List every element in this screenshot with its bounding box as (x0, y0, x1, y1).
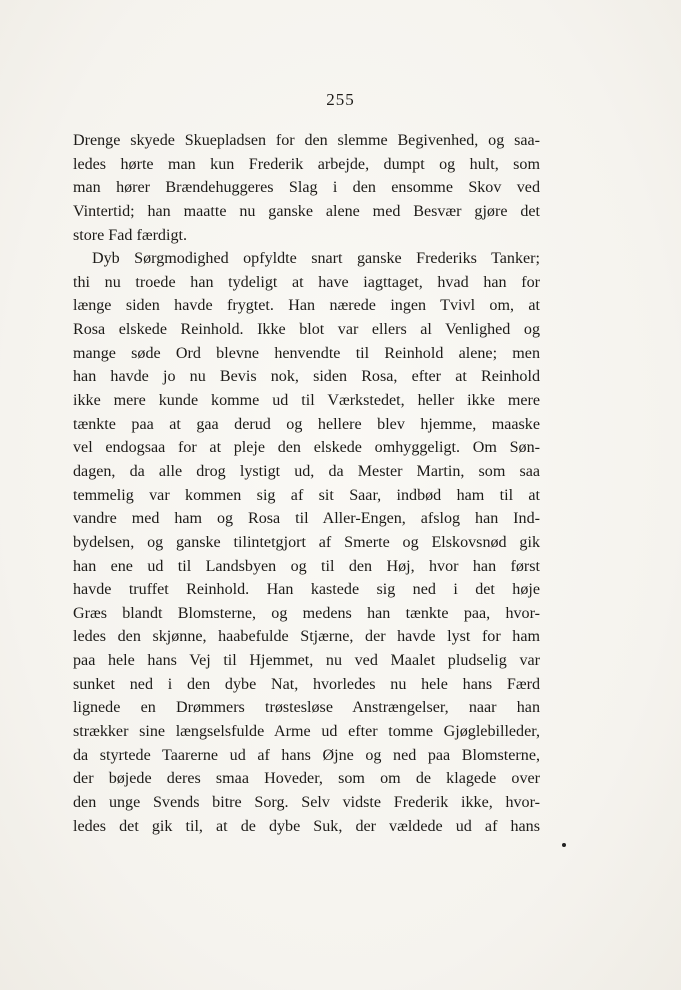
text-line: ledes den skjønne, haabefulde Stjærne, der havde lyst for ham (73, 628, 540, 646)
text-line: man hører Brændehuggeres Slag i den ensomme Skov ved (73, 179, 540, 197)
text-line: ledes det gik til, at de dybe Suk, der vældede ud af hans (73, 817, 540, 835)
text-line: havde truffet Reinhold. Han kastede sig ned i det høje (73, 581, 540, 599)
text-line: tænkte paa at gaa derud og hellere blev hjemme, maaske (73, 415, 540, 433)
body-text (73, 129, 540, 838)
text-line: vel endogsaa for at pleje den elskede omhyggeligt. Om Søn- (73, 439, 540, 457)
text-line: Vintertid; han maatte nu ganske alene med Besvær gjøre det (73, 202, 540, 220)
text-line: Græs blandt Blomsterne, og medens han tænkte paa, hvor- (73, 604, 540, 622)
text-line: vandre med ham og Rosa til Aller-Engen, afslog han Ind- (73, 510, 540, 528)
text-line: sunket ned i den dybe Nat, hvorledes nu hele hans Færd (73, 675, 540, 693)
page-number: 255 (326, 90, 355, 109)
text-line: dagen, da alle drog lystigt ud, da Mester Martin, som saa (73, 462, 540, 480)
text-line: bydelsen, og ganske tilintetgjort af Smerte og Elskovsnød gik (73, 533, 540, 551)
text-line: han ene ud til Landsbyen og til den Høj, hvor han først (73, 557, 540, 575)
text-line: ikke mere kunde komme ud til Værkstedet, heller ikke mere (73, 392, 540, 410)
text-line: Rosa elskede Reinhold. Ikke blot var ellers al Venlighed og (73, 321, 540, 339)
text-line: den unge Svends bitre Sorg. Selv vidste Frederik ikke, hvor- (73, 793, 540, 811)
text-line: længe siden havde frygtet. Han nærede ingen Tvivl om, at (73, 297, 540, 315)
text-line: temmelig var kommen sig af sit Saar, indbød ham til at (73, 486, 540, 504)
text-line: Drenge skyede Skuepladsen for den slemme Begivenhed, og saa- (73, 132, 540, 149)
text-line: Dyb Sørgmodighed opfyldte snart ganske Frederiks Tanker; (92, 250, 540, 268)
text-line: thi nu troede han tydeligt at have iagttaget, hvad han for (73, 273, 540, 291)
text-line: ledes hørte man kun Frederik arbejde, dumpt og hult, som (73, 155, 540, 173)
text-line: store Fad færdigt. (73, 226, 187, 244)
text-line: mange søde Ord blevne henvendte til Reinhold alene; men (73, 344, 540, 362)
text-line: lignede en Drømmers trøstesløse Anstrængelser, naar han (73, 699, 540, 717)
text-line: han havde jo nu Bevis nok, siden Rosa, efter at Reinhold (73, 368, 540, 386)
text-line: paa hele hans Vej til Hjemmet, nu ved Maalet pludselig var (73, 652, 540, 670)
text-line: der bøjede deres smaa Hoveder, som om de klagede over (73, 770, 540, 788)
text-line: strækker sine længselsfulde Arme ud efter tomme Gjøglebilleder, (73, 723, 540, 741)
text-line: da styrtede Taarerne ud af hans Øjne og ned paa Blomsterne, (73, 746, 540, 764)
ink-speck (562, 843, 566, 847)
